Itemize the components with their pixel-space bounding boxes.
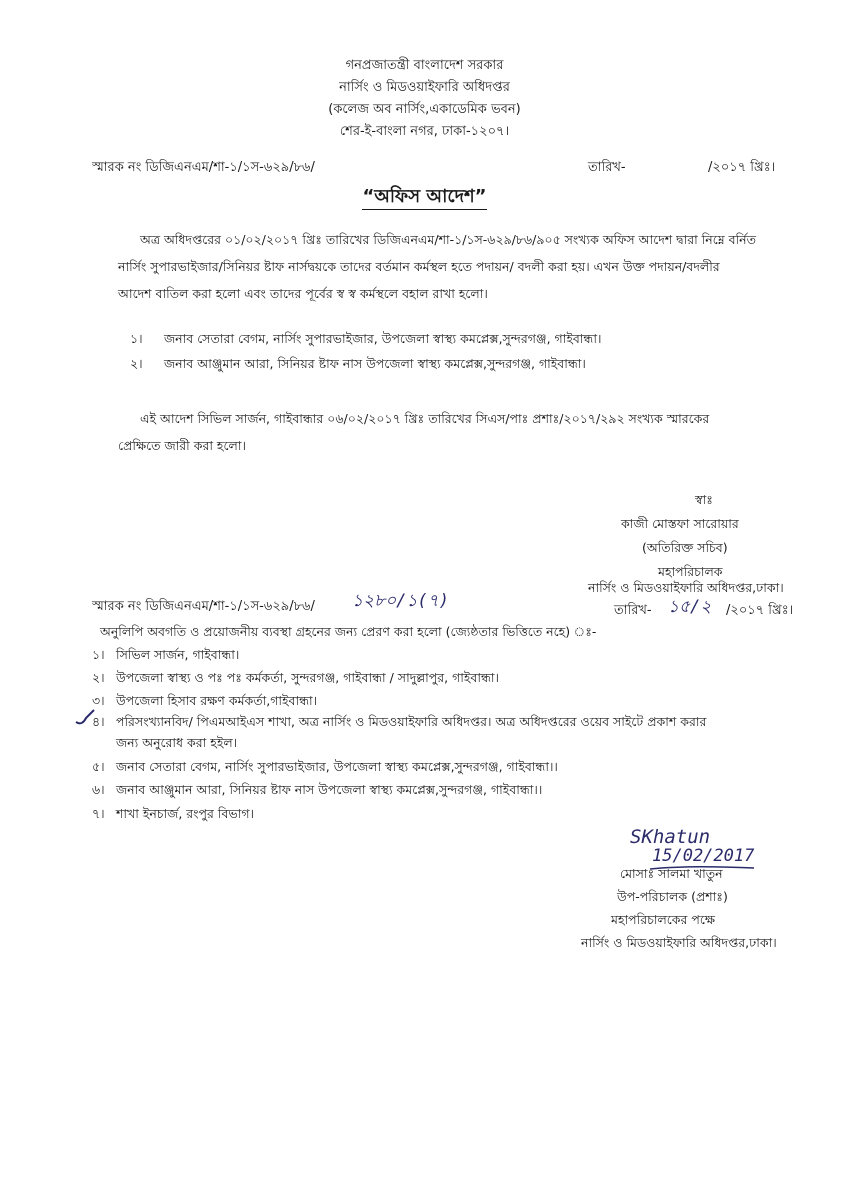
para1-line3: আদেশ বাতিল করা হলো এবং তাদের পূর্বের স্ব স্ব কর্মস্থলে বহাল রাখা হলো। [118,286,488,301]
memo2-number: স্মারক নং ডিজিএনএম/শা-১/১স-৬২৯/৮৬/ [92,599,315,614]
order-title-text: “অফিস আদেশ” [362,186,486,210]
header-government: গনপ্রজাতন্ত্রী বাংলাদেশ সরকার [345,58,504,73]
header-directorate: নার্সিং ও মিডওয়াইফারি অধিদপ্তর [339,80,510,95]
copy-item-text: জনাব সেতারা বেগম, নার্সিং সুপারভাইজার, উপজেলা স্বাস্থ্য কমপ্লেক্স,সুন্দরগঞ্জ, গাইবান্ধা।। [116,759,558,774]
copy-item-num: ৫। [92,759,105,774]
para1-line2: নার্সিং সুপারভাইজার/সিনিয়র ষ্টাফ নার্সদ্বয়কে তাদের বর্তমান কর্মস্থল হতে পদায়ন/ বদলী করা হয়। এখন উক্ত পদায়ন/বদলীর [118,259,720,274]
header-address: শের-ই-বাংলা নগর, ঢাকা-১২০৭। [339,124,510,139]
para2-line2: প্রেক্ষিতে জারী করা হলো। [118,438,246,453]
copy-item-text: পরিসংখ্যানবিদ/ পিএমআইএস শাখা, অত্র নার্সিং ও মিডওয়াইফারি অধিদপ্তর। অত্র অধিদপ্তরের ওয়েব সাইটে প্রকাশ করার [116,714,707,729]
memo2-handwritten-number: ১২৮০/১(৭) [352,591,449,611]
para2-line1: এই আদেশ সিভিল সার্জন, গাইবান্ধার ০৬/০২/২০১৭ খ্রিঃ তারিখের সিএস/পাঃ প্রশাঃ/২০১৭/২৯২ সংখ্যক স্মারকের [140,411,710,426]
copy-item-text: উপজেলা হিসাব রক্ষণ কর্মকর্তা,গাইবান্ধা। [116,693,318,708]
copy-item-text: সিভিল সার্জন, গাইবান্ধা। [116,647,240,662]
copy-item-text: শাখা ইনচার্জ, রংপুর বিভাগ। [116,806,255,821]
signatory2-office: নার্সিং ও মিডওয়াইফারি অধিদপ্তর,ঢাকা। [581,935,777,950]
copy-item-num: ৭। [92,806,105,821]
signatory1-office: নার্সিং ও মিডওয়াইফারি অধিদপ্তর,ঢাকা। [588,580,784,595]
copy-item-num: ৩। [92,693,105,708]
signatory2-title: উপ-পরিচালক (প্রশাঃ) [617,889,728,904]
handwritten-sign-date: 15/02/2017 [652,846,755,866]
signatory2-name: মোসাঃ সালমা খাতুন [620,866,723,881]
signatory2-on-behalf: মহাপরিচালকের পক্ষে [611,912,716,927]
signatory1-title: মহাপরিচালক [658,564,723,579]
copy-intro: অনুলিপি অবগতি ও প্রয়োজনীয় ব্যবস্থা গ্রহনের জন্য প্রেরণ করা হলো (জ্যেষ্ঠতার ভিত্তিতে নহে) ঃ- [100,624,597,639]
handwritten-signature: SKhatun [630,826,711,848]
copy-item-text-cont: জন্য অনুরোধ করা হইল। [116,735,238,750]
order-item-text: জনাব আঞ্জুমান আরা, সিনিয়র ষ্টাফ নাস উপজেলা স্বাস্থ্য কমপ্লেক্স,সুন্দরগঞ্জ, গাইবান্ধা। [164,356,586,371]
memo2-handwritten-date: ১৫/২ [668,597,712,617]
memo-number: স্মারক নং ডিজিএনএম/শা-১/১স-৬২৯/৮৬/ [92,160,315,175]
signatory1-rank: (অতিরিক্ত সচিব) [642,540,728,555]
memo-date-label: তারিখ- [588,160,626,175]
order-item-text: জনাব সেতারা বেগম, নার্সিং সুপারভাইজার, উপজেলা স্বাস্থ্য কমপ্লেক্স,সুন্দরগঞ্জ, গাইবান্ধা। [164,331,602,346]
signatory1-name: কাজী মোস্তফা সারোয়ার [621,516,739,531]
copy-item-text: জনাব আঞ্জুমান আরা, সিনিয়র ষ্টাফ নাস উপজেলা স্বাস্থ্য কমপ্লেক্স,সুন্দরগঞ্জ, গাইবান্ধা।। [116,782,543,797]
copy-item-num: ৬। [92,782,105,797]
header-building: (কলেজ অব নার্সিং,একাডেমিক ভবন) [328,102,521,117]
copy-item-num: ৪। [92,714,105,729]
signed-mark: স্বাঃ [695,492,713,507]
order-item-num: ২। [130,356,143,371]
copy-item-num: ১। [92,647,105,662]
order-title [0,182,849,213]
memo-date-value: /২০১৭ খ্রিঃ। [708,160,776,175]
memo2-date-label: তারিখ- [614,603,652,618]
order-item-num: ১। [130,331,143,346]
copy-item-num: ২। [92,670,105,685]
memo2-date-suffix: /২০১৭ খ্রিঃ। [726,603,794,618]
copy-item-text: উপজেলা স্বাস্থ্য ও পঃ পঃ কর্মকর্তা, সুন্দরগঞ্জ, গাইবান্ধা / সাদুল্লাপুর, গাইবান্ধা। [116,670,499,685]
para1-line1: অত্র অধিদপ্তরের ০১/০২/২০১৭ খ্রিঃ তারিখের ডিজিএনএম/শা-১/১স-৬২৯/৮৬/৯০৫ সংখ্যক অফিস আদেশ দ্বারা নিম্নে বর্নিত [140,232,757,247]
